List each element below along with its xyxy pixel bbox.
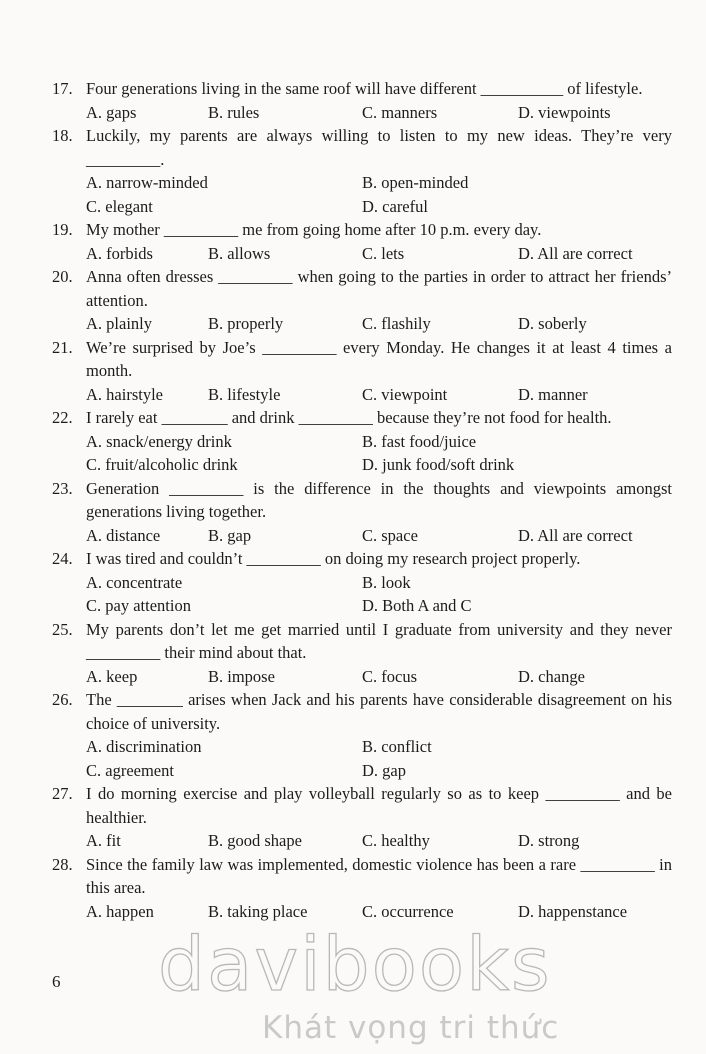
question-list	[52, 77, 672, 923]
question-stem: My mother _________ me from going home after 10 p.m. every day.	[86, 220, 542, 239]
question-stem: I rarely eat ________ and drink _________ because they’re not food for health.	[86, 408, 612, 427]
option-a: A. narrow-minded	[86, 173, 208, 192]
option-a: A. keep	[86, 666, 138, 686]
option-a: A. discrimination	[86, 737, 202, 756]
question-21	[52, 336, 672, 407]
option-b: B. lifestyle	[208, 384, 281, 404]
question-stem: The ________ arises when Jack and his parents have considerable disagreement on his choice of university.	[86, 690, 672, 733]
option-b: B. good shape	[208, 831, 302, 850]
question-24	[52, 547, 672, 618]
option-d: D. careful	[362, 196, 428, 216]
question-17	[52, 77, 672, 124]
question-number: 19.	[52, 220, 73, 239]
option-b: B. rules	[208, 102, 260, 122]
option-c: C. manners	[362, 102, 438, 122]
question-19	[52, 218, 672, 265]
option-b: B. taking place	[208, 901, 308, 921]
option-c: C. healthy	[362, 831, 430, 850]
question-stem: Four generations living in the same roof will have different __________ of lifestyle.	[86, 79, 643, 98]
watermark-slogan: Khát vọng tri thức	[262, 1010, 560, 1046]
option-c: C. space	[362, 525, 418, 545]
question-number: 26.	[52, 690, 73, 709]
option-d: D. All are correct	[518, 525, 633, 545]
option-b: B. look	[362, 572, 411, 592]
question-stem: Luckily, my parents are always willing to listen to my new ideas. They’re very _________.	[86, 126, 672, 169]
question-stem: My parents don’t let me get married until I graduate from university and they never _________ their mind about that.	[86, 619, 672, 662]
question-23	[52, 477, 672, 548]
option-c: C. elegant	[86, 196, 153, 216]
option-c: C. flashily	[362, 314, 431, 333]
option-d: D. soberly	[518, 314, 587, 333]
option-c: C. pay attention	[86, 596, 191, 615]
option-b: B. properly	[208, 314, 284, 333]
option-b: B. fast food/juice	[362, 431, 477, 451]
option-a: A. happen	[86, 901, 154, 921]
question-stem: We’re surprised by Joe’s _________ every Monday. He changes it at least 4 times a month.	[86, 337, 672, 380]
option-d: D. Both A and C	[362, 596, 472, 615]
option-a: A. snack/energy drink	[86, 431, 232, 451]
question-number: 25.	[52, 619, 73, 639]
option-d: D. gap	[362, 760, 406, 780]
page-number: 6	[52, 972, 61, 991]
option-b: B. impose	[208, 666, 275, 686]
question-number: 20.	[52, 267, 73, 286]
option-a: A. fit	[86, 831, 121, 850]
question-22	[52, 406, 672, 477]
option-d: D. junk food/soft drink	[362, 455, 515, 474]
option-d: D. strong	[518, 831, 580, 850]
option-b: B. open-minded	[362, 173, 469, 192]
option-a: A. forbids	[86, 243, 153, 263]
question-number: 18.	[52, 126, 73, 145]
option-c: C. fruit/alcoholic drink	[86, 455, 238, 474]
option-b: B. allows	[208, 243, 271, 263]
option-d: D. All are correct	[518, 243, 633, 263]
option-a: A. distance	[86, 525, 161, 545]
question-stem: Since the family law was implemented, domestic violence has been a rare _________ in this area.	[86, 854, 672, 897]
question-27	[52, 782, 672, 853]
option-c: C. lets	[362, 243, 405, 263]
question-number: 22.	[52, 408, 73, 427]
question-number: 24.	[52, 549, 73, 568]
option-d: D. manner	[518, 384, 588, 404]
question-stem: Generation _________ is the difference in the thoughts and viewpoints amongst generations living together.	[86, 478, 672, 521]
question-26	[52, 688, 672, 782]
question-18	[52, 124, 672, 218]
question-number: 21.	[52, 337, 73, 357]
question-stem: I was tired and couldn’t _________ on doing my research project properly.	[86, 549, 581, 568]
option-d: D. happenstance	[518, 901, 628, 921]
question-number: 27.	[52, 784, 73, 803]
question-25	[52, 618, 672, 689]
option-c: C. occurrence	[362, 901, 454, 921]
option-a: A. plainly	[86, 314, 152, 333]
option-c: C. focus	[362, 666, 417, 686]
question-number: 28.	[52, 854, 73, 874]
option-c: C. viewpoint	[362, 384, 448, 404]
option-d: D. viewpoints	[518, 102, 611, 122]
question-number: 17.	[52, 79, 73, 98]
option-a: A. gaps	[86, 102, 137, 122]
option-a: A. hairstyle	[86, 384, 163, 404]
option-a: A. concentrate	[86, 572, 183, 592]
option-b: B. gap	[208, 525, 252, 545]
question-20	[52, 265, 672, 336]
question-28	[52, 853, 672, 924]
option-d: D. change	[518, 666, 585, 686]
option-c: C. agreement	[86, 760, 174, 780]
option-b: B. conflict	[362, 737, 432, 756]
question-stem: I do morning exercise and play volleyball regularly so as to keep _________ and be healthier.	[86, 784, 672, 827]
question-stem: Anna often dresses _________ when going to the parties in order to attract her friends’ attention.	[86, 267, 672, 310]
question-number: 23.	[52, 478, 73, 498]
watermark-brand: davibooks	[158, 922, 552, 1008]
